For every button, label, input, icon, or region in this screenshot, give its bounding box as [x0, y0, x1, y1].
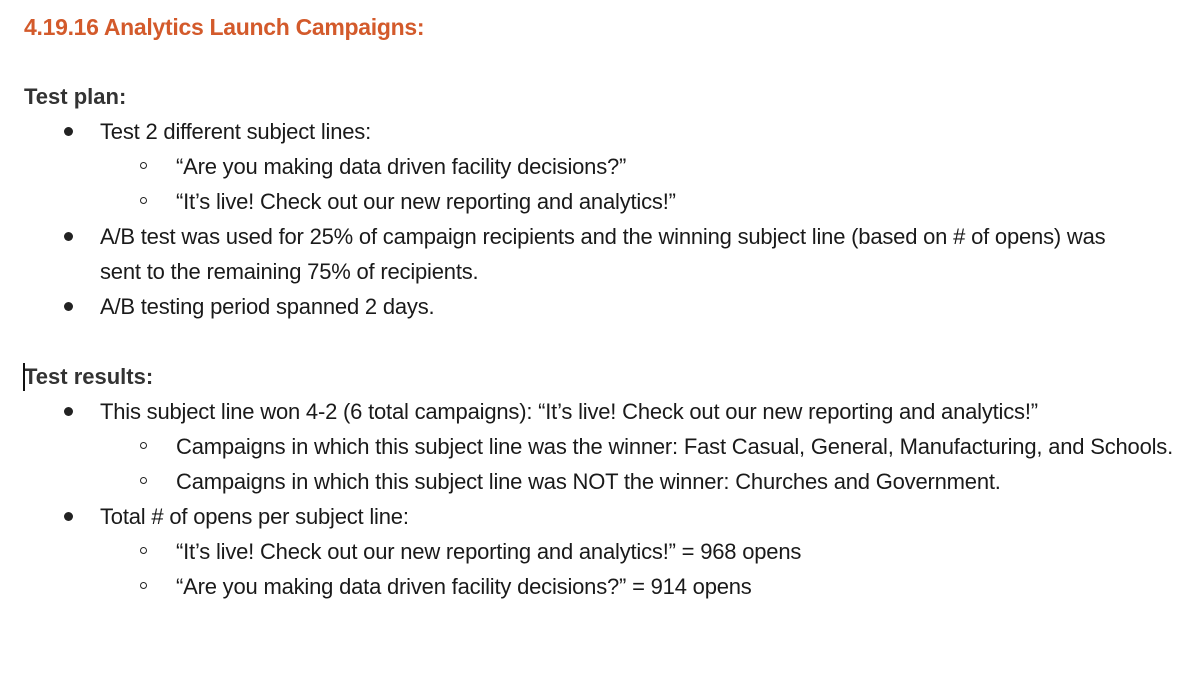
test-plan-heading: Test plan: [24, 84, 127, 109]
page-title: 4.19.16 Analytics Launch Campaigns: [24, 14, 425, 40]
list-item-text: This subject line won 4-2 (6 total campaigns): “It’s live! Check out our new reporting and analytics!” [100, 399, 1038, 424]
bullet-icon [64, 407, 73, 416]
test-results-heading-text: Test results: [24, 364, 154, 389]
list-item [24, 394, 1184, 499]
test-plan-list [24, 114, 1184, 324]
sub-list-item [22, 534, 1184, 569]
list-item-text: Total # of opens per subject line: [100, 504, 409, 529]
bullet-icon [64, 127, 73, 136]
sub-list-item [22, 569, 1184, 604]
sub-list [24, 429, 1184, 499]
test-results-list [24, 394, 1184, 604]
sub-list-item-text: “Are you making data driven facility decisions?” = 914 opens [176, 574, 752, 599]
sub-list [24, 534, 1184, 604]
bullet-icon [64, 302, 73, 311]
list-item-text: A/B test was used for 25% of campaign recipients and the winning subject line (based on # of opens) was sent to the remaining 75% of recipients. [100, 224, 1106, 284]
sub-list [24, 149, 1184, 219]
list-item-text: Test 2 different subject lines: [100, 119, 371, 144]
list-item [24, 219, 1184, 289]
document-page [24, 10, 1184, 604]
spacer [24, 44, 1184, 80]
list-item [24, 114, 1184, 219]
bullet-icon [64, 512, 73, 521]
hollow-bullet-icon [140, 442, 147, 449]
sub-list-item-text: “It’s live! Check out our new reporting and analytics!” [176, 189, 676, 214]
test-results-heading[interactable] [24, 360, 1184, 394]
sub-list-item [22, 184, 1184, 219]
sub-list-item-text: “Are you making data driven facility decisions?” [176, 154, 627, 179]
hollow-bullet-icon [140, 162, 147, 169]
hollow-bullet-icon [140, 547, 147, 554]
sub-list-item-text: “It’s live! Check out our new reporting and analytics!” = 968 opens [176, 539, 802, 564]
hollow-bullet-icon [140, 197, 147, 204]
spacer [24, 324, 1184, 360]
list-item-text: A/B testing period spanned 2 days. [100, 294, 435, 319]
sub-list-item-text: Campaigns in which this subject line was NOT the winner: Churches and Government. [176, 469, 1001, 494]
list-item [24, 499, 1184, 604]
sub-list-item [22, 149, 1184, 184]
hollow-bullet-icon [140, 477, 147, 484]
text-cursor [23, 363, 25, 391]
hollow-bullet-icon [140, 582, 147, 589]
bullet-icon [64, 232, 73, 241]
sub-list-item-text: Campaigns in which this subject line was the winner: Fast Casual, General, Manufacturing, and Schools. [176, 434, 1174, 459]
sub-list-item [22, 464, 1184, 499]
list-item [24, 289, 1184, 324]
sub-list-item [22, 429, 1184, 464]
